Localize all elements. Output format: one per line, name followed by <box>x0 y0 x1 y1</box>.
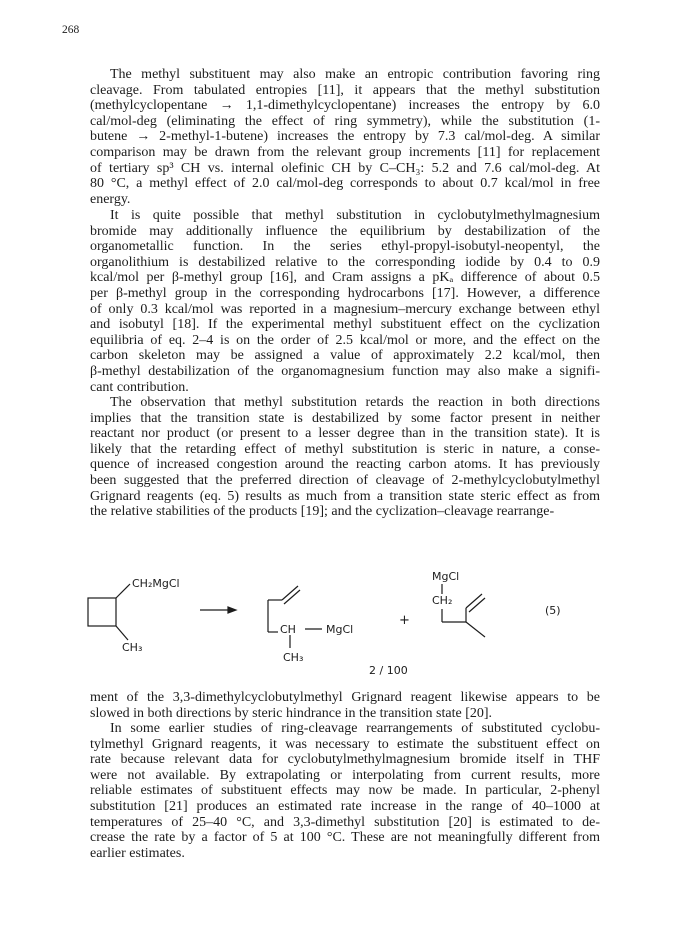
paragraph-dimethyl <box>90 690 600 721</box>
text-line: cal/mol-deg (eliminating the effect of ring symmetry), while the substitution (1- <box>90 113 600 129</box>
text-line: implies that the transition state is destabilized by some factor present in neither <box>90 410 600 426</box>
product1-structure <box>268 586 322 648</box>
product1-mgcl: MgCl <box>326 623 354 636</box>
text-line: It is quite possible that methyl substitution in cyclobutylmethylmagnesium <box>110 208 600 223</box>
text-line: tylmethyl Grignard reagents, it was necessary to estimate the substituent effect on <box>90 736 600 752</box>
text-line: carbon skeleton may be assigned a value of approximately 2.2 kcal/mol, then <box>90 348 600 364</box>
paragraph-destabilization <box>90 208 600 395</box>
text-line: reactant nor product (or present to a lesser degree than in the transition state). It is <box>90 426 600 442</box>
paragraph-estimates <box>90 721 600 861</box>
text-line: bromide may additionally influence the equilibrium by destabilization of the <box>90 223 600 239</box>
text-line: Grignard reagents (eq. 5) results as much from a transition state steric effect as from <box>90 488 600 504</box>
text-line: and isobutyl [18]. If the experimental methyl substituent effect on the cyclization <box>90 317 600 333</box>
text-line: temperatures of 25–40 °C, and 3,3-dimethyl substitution [20] is estimated to de- <box>90 814 600 830</box>
text-line: comparison may be drawn from the relevant group increments [11] for replacement <box>90 144 600 160</box>
text-line: substitution [21] produces an estimated rate increase in the range of 40–1000 at <box>90 798 600 814</box>
reactant-structure <box>88 584 130 640</box>
text-line: kcal/mol per β-methyl group [16], and Cram assigns a pKₐ difference of about 0.5 <box>90 270 600 286</box>
text-line: ment of the 3,3-dimethylcyclobutylmethyl Grignard reagent likewise appears to be <box>90 690 600 705</box>
equation-label: (5) <box>545 604 561 617</box>
text-line: organolithium is destabilized relative to the corresponding iodide by 0.4 to 0.9 <box>90 254 600 270</box>
product2-ch2: CH₂ <box>432 594 453 607</box>
text-line: likely that the retarding effect of methyl substitution is steric in nature, a conse- <box>90 441 600 457</box>
product2-structure <box>442 584 485 637</box>
text-line: of tertiary sp³ CH vs. internal olefinic CH by C–CH₃: 5.2 and 7.6 cal/mol-deg. At <box>90 160 600 176</box>
text-line: cleavage. From tabulated entropies [11], it appears that the methyl substitution <box>90 82 600 98</box>
product2-mgcl: MgCl <box>432 570 460 583</box>
paragraph-steric <box>90 395 600 520</box>
text-line: cant contribution. <box>90 379 189 395</box>
reactant-ch2mgcl: CH₂MgCl <box>132 577 180 590</box>
text-line: In some earlier studies of ring-cleavage rearrangements of substituted cyclobu- <box>110 721 600 736</box>
text-line: of only 0.3 kcal/mol was reported in a magnesium–mercury exchange between ethyl <box>90 301 600 317</box>
product-ratio: 2 / 100 <box>369 664 408 677</box>
reaction-scheme-eq5 <box>0 560 680 680</box>
text-line: quence of increased congestion around the reacting carbon atoms. It has previously <box>90 457 600 473</box>
reactant-ch3: CH₃ <box>122 641 143 654</box>
text-line: earlier estimates. <box>90 845 185 861</box>
paragraph-entropy <box>90 67 600 207</box>
plus-sign: + <box>399 613 410 628</box>
product1-ch3: CH₃ <box>283 651 304 664</box>
text-line: organometallic function. In the series ethyl-propyl-isobutyl-neopentyl, the <box>90 239 600 255</box>
text-line: The observation that methyl substitution retards the reaction in both directions <box>110 395 600 410</box>
text-line: were not available. By extrapolating or interpolating from current results, more <box>90 767 600 783</box>
text-line: energy. <box>90 191 131 207</box>
text-line: The methyl substituent may also make an entropic contribution favoring ring <box>110 67 600 82</box>
text-line: 80 °C, a methyl effect of 2.0 cal/mol-deg corresponds to about 0.7 kcal/mol in free <box>90 176 600 192</box>
text-line: (methylcyclopentane → 1,1-dimethylcyclopentane) increases the entropy by 6.0 <box>90 98 600 114</box>
text-line: β-methyl destabilization of the organomagnesium function may also make a signifi- <box>90 363 600 379</box>
text-line: equilibria of eq. 2–4 is on the order of 2.5 kcal/mol or more, and the effect on the <box>90 332 600 348</box>
text-line: been suggested that the preferred direction of cleavage of 2-methylcyclobutylmethyl <box>90 472 600 488</box>
text-line: per β-methyl group in the corresponding hydrocarbons [17]. However, a difference <box>90 285 600 301</box>
text-line: rate because relevant data for cyclobutylmethylmagnesium bromide itself in THF <box>90 752 600 768</box>
text-line: the relative stabilities of the products [19]; and the cyclization–cleavage rearrange- <box>90 504 555 520</box>
text-line: butene → 2-methyl-1-butene) increases the entropy by 7.3 cal/mol-deg. A similar <box>90 129 600 145</box>
page-number: 268 <box>62 24 80 36</box>
text-line: crease the rate by a factor of 5 at 100 °C. These are not meaningfully different from <box>90 830 600 846</box>
reaction-arrow <box>200 607 236 613</box>
text-line: reliable estimates of substituent effects may now be made. In particular, 2-phenyl <box>90 783 600 799</box>
product1-ch: CH <box>280 623 296 636</box>
text-line: slowed in both directions by steric hindrance in the transition state [20]. <box>90 705 493 721</box>
